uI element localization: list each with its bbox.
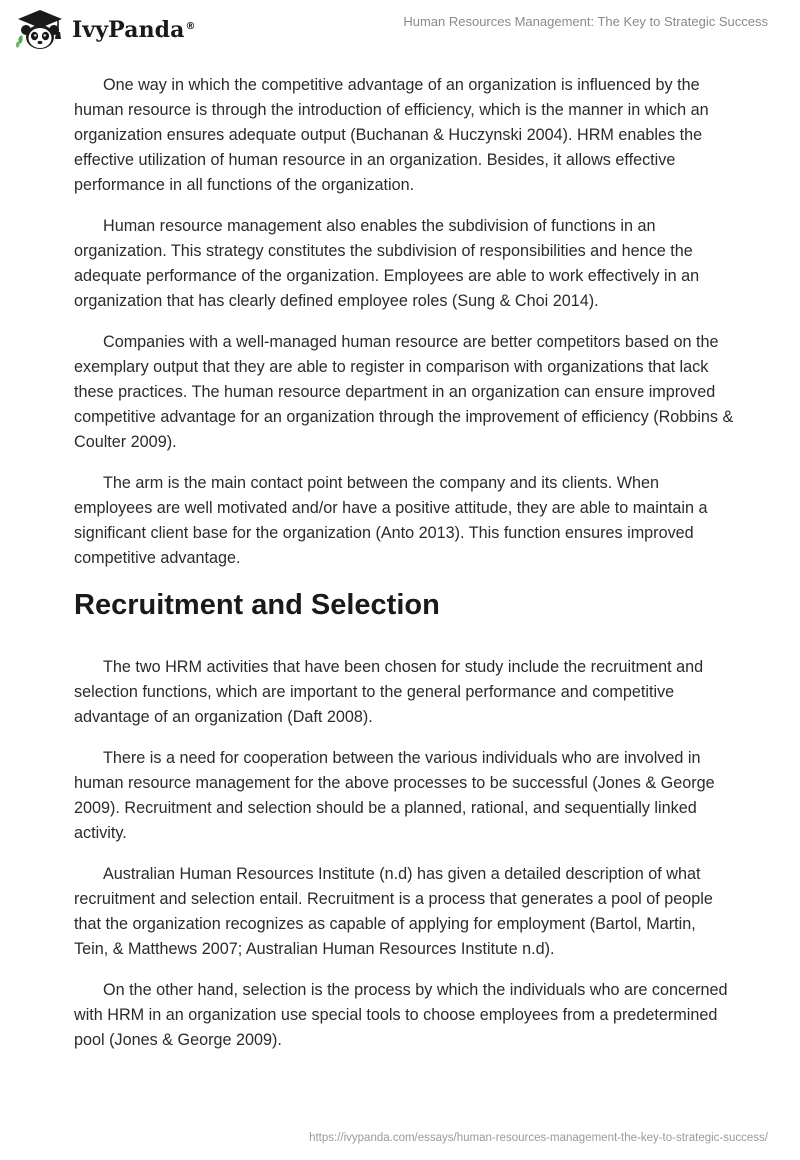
paragraph: On the other hand, selection is the process by which the individuals who are concerned with HRM in an organization use special tools to choose employees from a predetermined pool (Jones & George 2009). (74, 981, 728, 1049)
essay-content (74, 73, 734, 1069)
page-header (0, 0, 800, 60)
paragraph: One way in which the competitive advantage of an organization is influenced by the human resource is through the introduction of efficiency, which is the manner in which an organization ensures adequate output (Buchanan & Huczynski 2004). HRM enables the effective utilization of human resource in an organization. Besides, it allows effective performance in all functions of the organization. (74, 76, 709, 194)
section-heading: Recruitment and Selection (74, 589, 440, 621)
paragraph: The two HRM activities that have been chosen for study include the recruitment and selection functions, which are important to the general performance and competitive advantage of an organization (Daft 2008). (74, 658, 704, 726)
brand-logo[interactable] (14, 8, 196, 52)
brand-name: IvyPanda® (72, 17, 196, 43)
paragraph: Companies with a well-managed human resource are better competitors based on the exemplary output that they are able to register in comparison with organizations that lack these practices. The human resource department in an organization can ensure improved competitive advantage for an organization through the improvement of efficiency (Robbins & Coulter 2009). (74, 333, 734, 451)
paragraph: Human resource management also enables the subdivision of functions in an organization. This strategy constitutes the subdivision of responsibilities and hence the adequate performance of the organization. Employees are able to work effectively in an organization that has clearly defined employee roles (Sung & Choi 2014). (74, 217, 700, 310)
paragraph: There is a need for cooperation between the various individuals who are involved in human resource management for the above processes to be successful (Jones & George 2009). Recruitment and selection should be a planned, rational, and sequentially linked activity. (74, 749, 715, 842)
panda-graduate-logo-icon (14, 8, 66, 52)
paragraph: The arm is the main contact point between the company and its clients. When employees are well motivated and/or have a positive attitude, they are able to maintain a significant client base for the organization (Anto 2013). This function ensures improved competitive advantage. (74, 474, 708, 567)
paragraph: Australian Human Resources Institute (n.d) has given a detailed description of what recruitment and selection entail. Recruitment is a process that generates a pool of people that the organization recognizes as capable of applying for employment (Bartol, Martin, Tein, & Matthews 2007; Australian Human Resources Institute n.d). (74, 865, 713, 958)
source-url[interactable]: https://ivypanda.com/essays/human-resources-management-the-key-to-strategic-success/ (309, 1132, 768, 1144)
document-title: Human Resources Management: The Key to Strategic Success (403, 14, 768, 29)
